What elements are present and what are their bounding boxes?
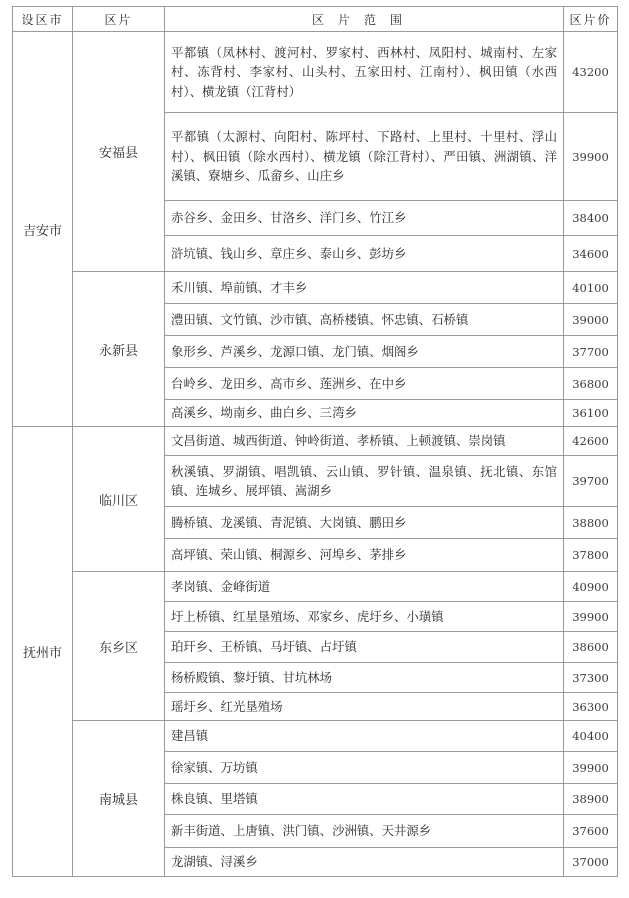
price-cell: 34600 bbox=[564, 236, 618, 272]
price-cell: 40100 bbox=[564, 272, 618, 304]
scope-cell: 文昌街道、城西街道、钟岭街道、孝桥镇、上顿渡镇、崇岗镇 bbox=[165, 427, 564, 456]
scope-cell: 杨桥殿镇、黎圩镇、甘坑林场 bbox=[165, 663, 564, 693]
district-cell: 临川区 bbox=[73, 427, 165, 572]
price-cell: 39900 bbox=[564, 113, 618, 201]
price-cell: 36300 bbox=[564, 693, 618, 721]
price-cell: 38400 bbox=[564, 201, 618, 236]
price-table-page bbox=[12, 6, 617, 877]
price-cell: 39700 bbox=[564, 456, 618, 507]
price-cell: 37600 bbox=[564, 815, 618, 848]
table-row bbox=[13, 427, 618, 456]
table-row bbox=[13, 272, 618, 304]
scope-cell: 澧田镇、文竹镇、沙市镇、高桥楼镇、怀忠镇、石桥镇 bbox=[165, 304, 564, 336]
price-cell: 36100 bbox=[564, 400, 618, 427]
district-cell: 永新县 bbox=[73, 272, 165, 427]
table-row bbox=[13, 32, 618, 113]
scope-cell: 孝岗镇、金峰街道 bbox=[165, 572, 564, 602]
scope-cell: 徐家镇、万坊镇 bbox=[165, 752, 564, 784]
price-cell: 43200 bbox=[564, 32, 618, 113]
scope-cell: 腾桥镇、龙溪镇、青泥镇、大岗镇、鹏田乡 bbox=[165, 507, 564, 539]
table-row bbox=[13, 572, 618, 602]
city-cell: 吉安市 bbox=[13, 32, 73, 427]
price-cell: 40400 bbox=[564, 721, 618, 752]
price-cell: 37000 bbox=[564, 848, 618, 877]
price-cell: 37700 bbox=[564, 336, 618, 368]
scope-cell: 象形乡、芦溪乡、龙源口镇、龙门镇、烟阁乡 bbox=[165, 336, 564, 368]
land-price-table bbox=[12, 6, 618, 877]
price-cell: 37800 bbox=[564, 539, 618, 572]
city-cell: 抚州市 bbox=[13, 427, 73, 877]
scope-cell: 高坪镇、荣山镇、桐源乡、河埠乡、茅排乡 bbox=[165, 539, 564, 572]
scope-cell: 珀玕乡、王桥镇、马圩镇、占圩镇 bbox=[165, 632, 564, 663]
scope-cell: 平都镇（凤林村、渡河村、罗家村、西林村、凤阳村、城南村、左家村、冻背村、李家村、山头村、五家田村、江南村）、枫田镇（水西村）、横龙镇（江背村） bbox=[165, 32, 564, 113]
price-cell: 38900 bbox=[564, 784, 618, 815]
header-district: 区片 bbox=[73, 7, 165, 32]
price-cell: 39000 bbox=[564, 304, 618, 336]
header-row bbox=[13, 7, 618, 32]
scope-cell: 瑶圩乡、红光垦殖场 bbox=[165, 693, 564, 721]
header-scope: 区片范围 bbox=[165, 7, 564, 32]
scope-cell: 龙湖镇、浔溪乡 bbox=[165, 848, 564, 877]
price-cell: 37300 bbox=[564, 663, 618, 693]
scope-cell: 台岭乡、龙田乡、高市乡、莲洲乡、在中乡 bbox=[165, 368, 564, 400]
header-city: 设区市 bbox=[13, 7, 73, 32]
scope-cell: 新丰街道、上唐镇、洪门镇、沙洲镇、天井源乡 bbox=[165, 815, 564, 848]
scope-cell: 禾川镇、埠前镇、才丰乡 bbox=[165, 272, 564, 304]
price-cell: 36800 bbox=[564, 368, 618, 400]
scope-cell: 浒坑镇、钱山乡、章庄乡、泰山乡、彭坊乡 bbox=[165, 236, 564, 272]
district-cell: 南城县 bbox=[73, 721, 165, 877]
price-cell: 38800 bbox=[564, 507, 618, 539]
price-cell: 39900 bbox=[564, 752, 618, 784]
scope-cell: 秋溪镇、罗湖镇、唱凯镇、云山镇、罗针镇、温泉镇、抚北镇、东馆镇、连城乡、展坪镇、嵩湖乡 bbox=[165, 456, 564, 507]
district-cell: 安福县 bbox=[73, 32, 165, 272]
price-cell: 42600 bbox=[564, 427, 618, 456]
scope-cell: 赤谷乡、金田乡、甘洛乡、洋门乡、竹江乡 bbox=[165, 201, 564, 236]
scope-cell: 高溪乡、坳南乡、曲白乡、三湾乡 bbox=[165, 400, 564, 427]
scope-cell: 株良镇、里塔镇 bbox=[165, 784, 564, 815]
scope-cell: 建昌镇 bbox=[165, 721, 564, 752]
price-cell: 38600 bbox=[564, 632, 618, 663]
header-price: 区片价 bbox=[564, 7, 618, 32]
table-row bbox=[13, 721, 618, 752]
table-body bbox=[13, 32, 618, 877]
price-cell: 40900 bbox=[564, 572, 618, 602]
scope-cell: 圩上桥镇、红星垦殖场、邓家乡、虎圩乡、小璜镇 bbox=[165, 602, 564, 632]
price-cell: 39900 bbox=[564, 602, 618, 632]
district-cell: 东乡区 bbox=[73, 572, 165, 721]
scope-cell: 平都镇（太源村、向阳村、陈坪村、下路村、上里村、十里村、浮山村）、枫田镇（除水西村）、横龙镇（除江背村）、严田镇、洲湖镇、洋溪镇、寮塘乡、瓜畲乡、山庄乡 bbox=[165, 113, 564, 201]
